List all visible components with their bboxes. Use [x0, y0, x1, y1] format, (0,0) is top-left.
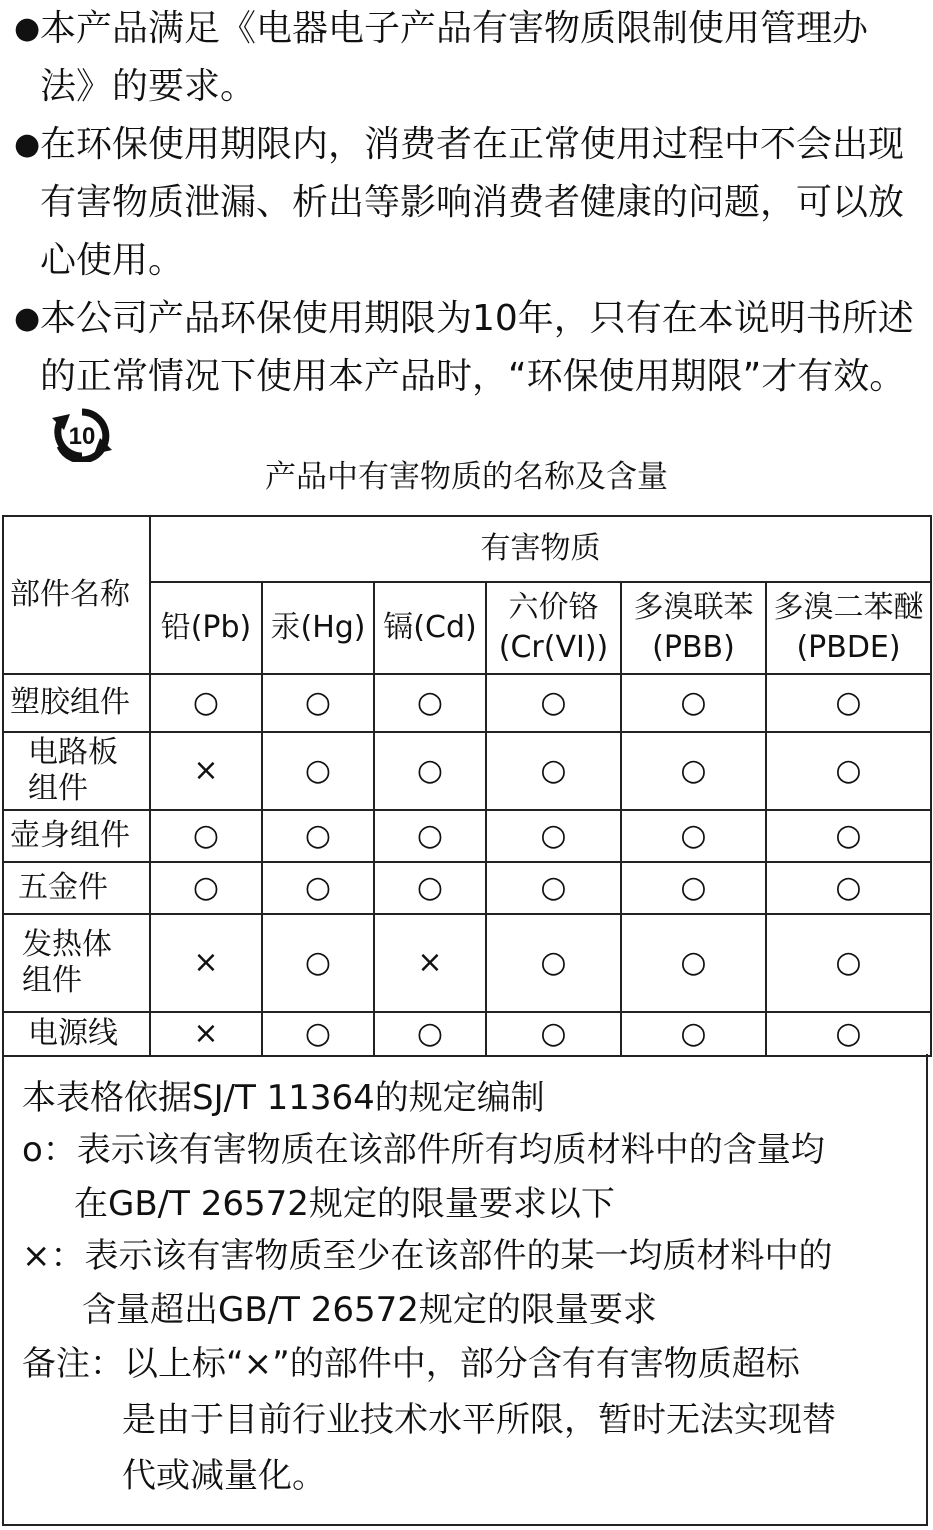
- bullet-icon: ●: [14, 11, 41, 46]
- table-row: [3, 914, 931, 1012]
- value-cell: ○: [150, 862, 262, 914]
- bullet-text: 本产品满足《电器电子产品有害物质限制使用管理办法》的要求。: [40, 8, 869, 107]
- value-cell: ○: [766, 1012, 931, 1056]
- table-header-row: [3, 516, 931, 582]
- bullet-icon: ●: [14, 301, 41, 336]
- value-cell: ○: [262, 1012, 374, 1056]
- value-cell: ○: [621, 914, 766, 1012]
- intro-bullets: [14, 0, 919, 466]
- standard-basis-note: 本表格依据SJ/T 11364的规定编制: [22, 1078, 545, 1118]
- value-cell: ○: [150, 810, 262, 862]
- column-header: 六价铬 (Cr(VI)): [486, 582, 621, 674]
- table-row: [3, 810, 931, 862]
- value-cell: ○: [766, 674, 931, 732]
- bullet-paragraph: [14, 290, 919, 466]
- table-row: [3, 674, 931, 732]
- remark-line2: 是由于目前行业技术水平所限，暂时无法实现替: [122, 1400, 836, 1440]
- environmental-period-10-logo-icon: [50, 406, 114, 462]
- hazardous-substance-table: [2, 515, 932, 1057]
- logo-number: 10: [68, 423, 96, 450]
- value-cell: ○: [766, 914, 931, 1012]
- column-header: 汞(Hg): [262, 582, 374, 674]
- column-header: 镉(Cd): [374, 582, 486, 674]
- value-cell: ○: [262, 862, 374, 914]
- value-cell: ○: [150, 674, 262, 732]
- value-cell: ×: [150, 1012, 262, 1056]
- bullet-text: 本公司产品环保使用期限为10年，只有在本说明书所述的正常情况下使用本产品时，“环保使用期限”才有效。: [40, 298, 914, 397]
- value-cell: ○: [486, 1012, 621, 1056]
- value-cell: ×: [150, 914, 262, 1012]
- value-cell: ○: [766, 810, 931, 862]
- value-cell: ○: [766, 862, 931, 914]
- remark-line1: 备注：以上标“×”的部件中，部分含有有害物质超标: [22, 1344, 800, 1384]
- value-cell: ○: [621, 674, 766, 732]
- table-row: [3, 862, 931, 914]
- value-cell: ○: [262, 674, 374, 732]
- value-cell: ○: [262, 914, 374, 1012]
- value-cell: ○: [486, 810, 621, 862]
- part-name-cell: 发热体 组件: [3, 914, 150, 1012]
- part-name-cell: 电源线: [3, 1012, 150, 1056]
- bullet-text: 在环保使用期限内，消费者在正常使用过程中不会出现有害物质泄漏、析出等影响消费者健康的问题，可以放心使用。: [40, 124, 905, 281]
- column-header: 多溴二苯醚 (PBDE): [766, 582, 931, 674]
- value-cell: ○: [621, 862, 766, 914]
- table-title: 产品中有害物质的名称及含量: [265, 459, 668, 495]
- value-cell: ×: [374, 914, 486, 1012]
- notes-section: [2, 1054, 928, 1526]
- bullet-icon: ●: [14, 127, 41, 162]
- table-row: [3, 732, 931, 810]
- column-header: 铅(Pb): [150, 582, 262, 674]
- value-cell: ○: [374, 674, 486, 732]
- value-cell: ○: [486, 674, 621, 732]
- part-name-cell: 电路板 组件: [3, 732, 150, 810]
- cross-legend-line2: 含量超出GB/T 26572规定的限量要求: [82, 1290, 657, 1330]
- value-cell: ○: [262, 810, 374, 862]
- value-cell: ○: [374, 810, 486, 862]
- value-cell: ○: [486, 732, 621, 810]
- value-cell: ○: [374, 732, 486, 810]
- bullet-paragraph: [14, 0, 919, 116]
- part-name-cell: 五金件: [3, 862, 150, 914]
- value-cell: ○: [486, 862, 621, 914]
- value-cell: ×: [150, 732, 262, 810]
- remark-line3: 代或减量化。: [122, 1456, 326, 1496]
- substance-group-header: 有害物质: [150, 516, 931, 582]
- circle-legend-line2: 在GB/T 26572规定的限量要求以下: [74, 1184, 615, 1224]
- part-name-cell: 壶身组件: [3, 810, 150, 862]
- bullet-paragraph: [14, 116, 919, 290]
- column-header: 多溴联苯 (PBB): [621, 582, 766, 674]
- table-row: [3, 1012, 931, 1056]
- part-name-header: 部件名称: [3, 516, 150, 674]
- value-cell: ○: [621, 1012, 766, 1056]
- circle-legend-line1: o：表示该有害物质在该部件所有均质材料中的含量均: [22, 1130, 825, 1170]
- cross-legend-line1: ×：表示该有害物质至少在该部件的某一均质材料中的: [22, 1236, 833, 1276]
- value-cell: ○: [486, 914, 621, 1012]
- value-cell: ○: [766, 732, 931, 810]
- value-cell: ○: [262, 732, 374, 810]
- value-cell: ○: [374, 862, 486, 914]
- value-cell: ○: [621, 810, 766, 862]
- value-cell: ○: [374, 1012, 486, 1056]
- part-name-cell: 塑胶组件: [3, 674, 150, 732]
- value-cell: ○: [621, 732, 766, 810]
